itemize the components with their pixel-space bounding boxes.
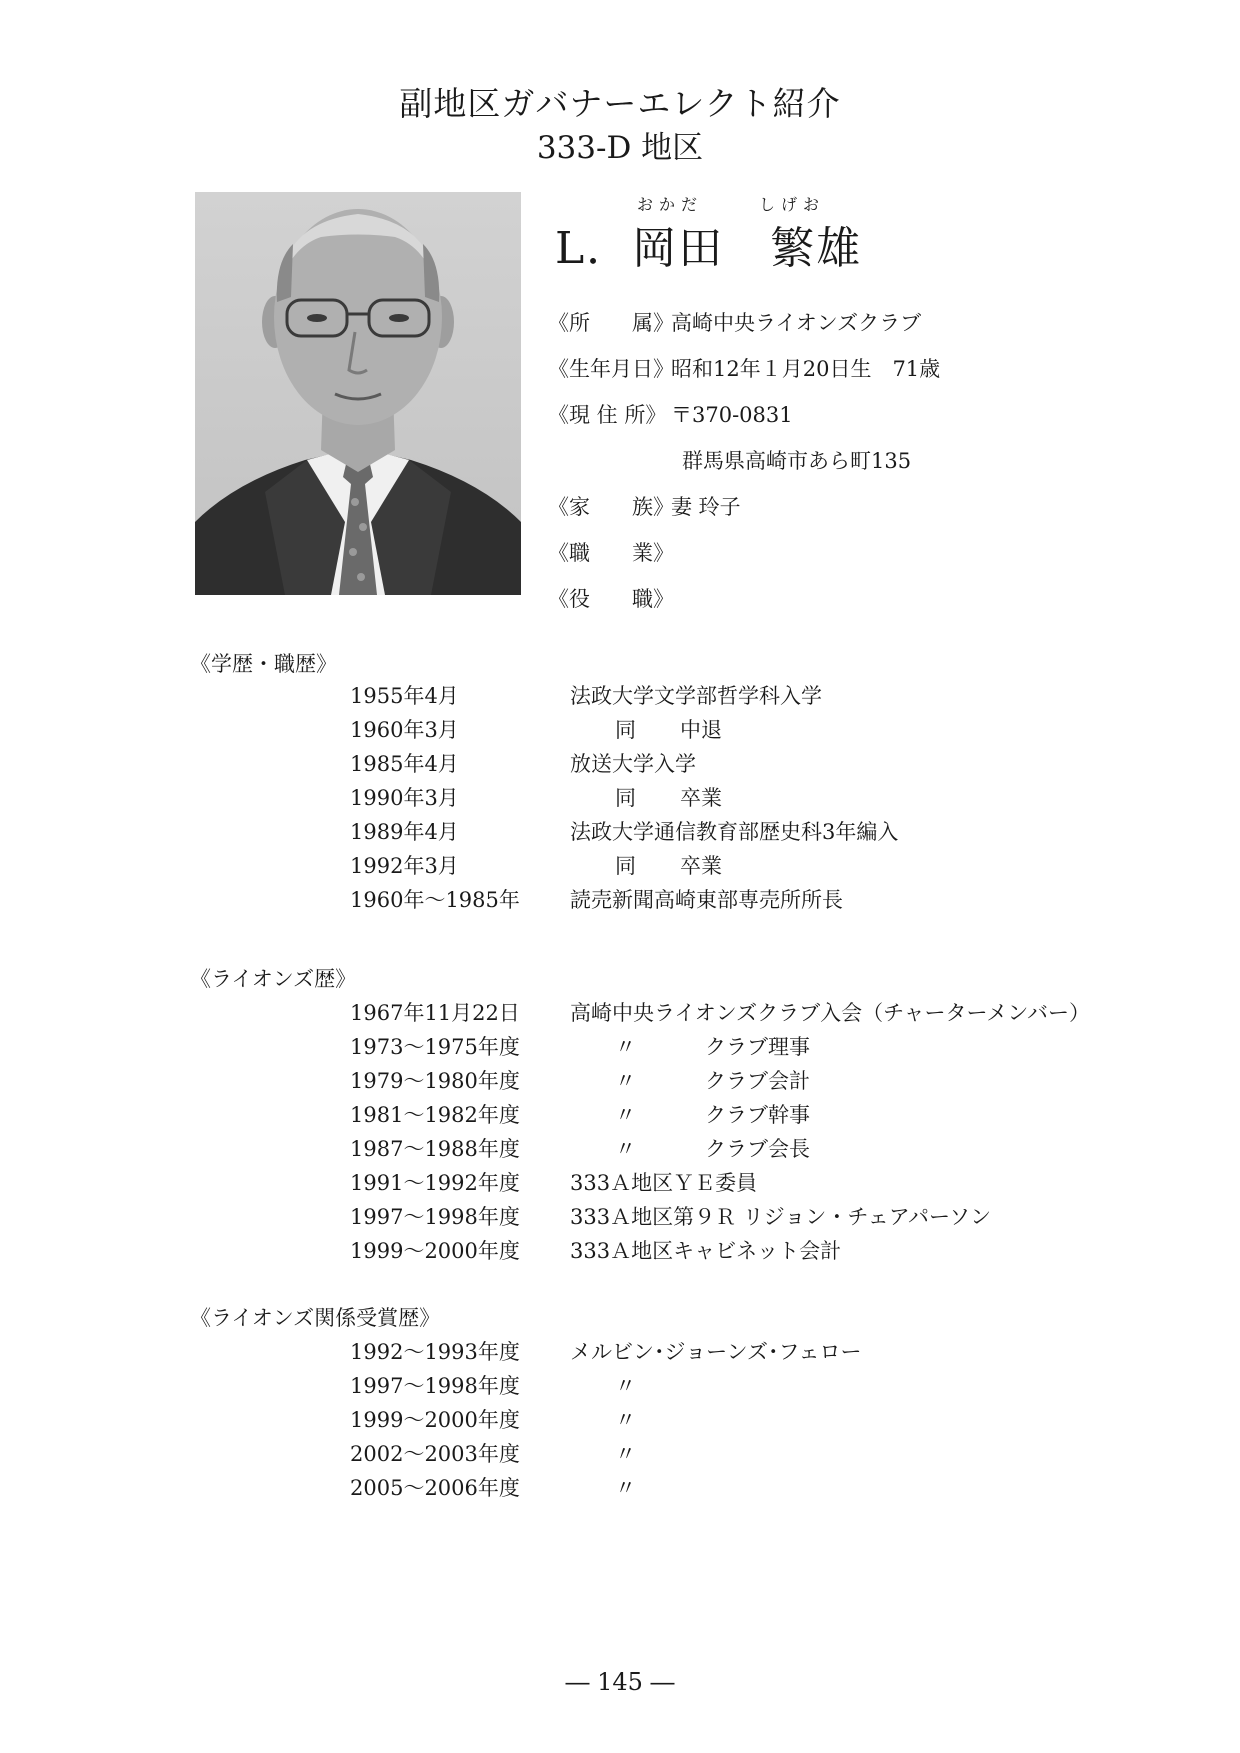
profile-row (548, 438, 940, 484)
item-text: 法政大学文学部哲学科入学 (570, 684, 822, 708)
item-date: 1989年4月 (350, 820, 459, 844)
profile-row (548, 576, 940, 622)
portrait-photo (195, 192, 521, 595)
list-item (350, 1200, 1090, 1234)
profile-row (548, 346, 940, 392)
ditto-mark: 〃 (615, 1103, 636, 1127)
list-item (350, 1234, 1090, 1268)
item-date: 1960年～1985年 (350, 888, 520, 912)
list-item (350, 713, 898, 747)
profile-row (548, 300, 940, 346)
profile-row (548, 484, 940, 530)
item-text: 中退 (680, 718, 722, 742)
ditto-mark: 〃 (615, 1374, 636, 1398)
profile-row (548, 392, 940, 438)
district-title: 333-D 地区 (536, 130, 704, 166)
item-text: クラブ幹事 (705, 1103, 810, 1127)
ditto-mark: 〃 (615, 1442, 636, 1466)
awards-list (350, 1335, 861, 1505)
ditto-mark: 〃 (615, 1035, 636, 1059)
profile-value: 高崎中央ライオンズクラブ (671, 311, 922, 335)
item-date: 1992年3月 (350, 854, 459, 878)
list-item (350, 1403, 861, 1437)
list-item (350, 1098, 1090, 1132)
list-item (350, 883, 898, 917)
profile-label: 《家 族》 (548, 495, 674, 519)
item-date: 1991～1992年度 (350, 1171, 520, 1195)
ruby-given-name: しげお (759, 195, 826, 214)
item-date: 1997～1998年度 (350, 1205, 520, 1229)
profile-value: 〒370-0831 (671, 403, 793, 427)
item-date: 1992～1993年度 (350, 1340, 520, 1364)
name-block (555, 192, 862, 276)
list-item (350, 1369, 861, 1403)
item-text: クラブ理事 (705, 1035, 810, 1059)
list-item (350, 1166, 1090, 1200)
awards-heading: 《ライオンズ関係受賞歴》 (190, 1306, 441, 1330)
education-heading: 《学歴・職歴》 (190, 652, 337, 676)
profile-row (548, 530, 940, 576)
item-text: 法政大学通信教育部歴史科3年編入 (570, 820, 899, 844)
item-date: 1999～2000年度 (350, 1408, 520, 1432)
list-item (350, 1471, 861, 1505)
list-item (350, 996, 1090, 1030)
item-text: 卒業 (680, 854, 722, 878)
item-date: 1955年4月 (350, 684, 459, 708)
ditto-mark: 同 (615, 854, 636, 878)
portrait-illustration (195, 192, 521, 595)
item-date: 1960年3月 (350, 718, 459, 742)
item-text: メルビン･ジョーンズ･フェロー (570, 1340, 862, 1364)
lions-list (350, 996, 1090, 1268)
profile-label: 《生年月日》 (548, 357, 674, 381)
list-item (350, 815, 898, 849)
item-text: 高崎中央ライオンズクラブ入会（チャーターメンバー） (570, 1001, 1090, 1025)
item-text: クラブ会長 (705, 1137, 810, 1161)
ditto-mark: 〃 (615, 1476, 636, 1500)
item-date: 1997～1998年度 (350, 1374, 520, 1398)
list-item (350, 849, 898, 883)
profile-section (548, 300, 940, 622)
item-text: 卒業 (680, 786, 722, 810)
item-date: 1973～1975年度 (350, 1035, 520, 1059)
item-date: 1990年3月 (350, 786, 459, 810)
page-title: 副地区ガバナーエレクト紹介 (399, 84, 841, 123)
item-text: 333Ａ地区キャビネット会計 (570, 1239, 842, 1263)
item-text: クラブ会計 (705, 1069, 810, 1093)
item-text: 読売新聞高崎東部専売所所長 (570, 888, 843, 912)
item-date: 1981～1982年度 (350, 1103, 520, 1127)
profile-label: 《現 住 所》 (548, 403, 667, 427)
list-item (350, 747, 898, 781)
profile-value: 昭和12年１月20日生 71歳 (671, 357, 941, 381)
list-item (350, 781, 898, 815)
item-date: 1987～1988年度 (350, 1137, 520, 1161)
list-item (350, 1437, 861, 1471)
ditto-mark: 同 (615, 718, 636, 742)
list-item (350, 1064, 1090, 1098)
list-item (350, 679, 898, 713)
person-name: L．岡田 繁雄 (555, 223, 863, 274)
item-date: 1985年4月 (350, 752, 459, 776)
education-list (350, 679, 898, 917)
profile-label: 《所 属》 (548, 311, 674, 335)
name-ruby (555, 192, 862, 216)
profile-label: 《職 業》 (548, 541, 674, 565)
ditto-mark: 同 (615, 786, 636, 810)
profile-value: 群馬県高崎市あら町135 (682, 449, 912, 473)
ditto-mark: 〃 (615, 1408, 636, 1432)
ditto-mark: 〃 (615, 1137, 636, 1161)
item-date: 1967年11月22日 (350, 1001, 520, 1025)
profile-label: 《役 職》 (548, 587, 674, 611)
item-date: 1999～2000年度 (350, 1239, 520, 1263)
item-text: 333Ａ地区第９Ｒ リジョン・チェアパーソン (570, 1205, 992, 1229)
lions-heading: 《ライオンズ歴》 (190, 967, 357, 991)
ditto-mark: 〃 (615, 1069, 636, 1093)
profile-value: 妻 玲子 (671, 495, 741, 519)
item-date: 2002～2003年度 (350, 1442, 520, 1466)
item-date: 2005～2006年度 (350, 1476, 520, 1500)
item-text: 放送大学入学 (570, 752, 696, 776)
list-item (350, 1132, 1090, 1166)
list-item (350, 1335, 861, 1369)
ruby-family-name: おかだ (637, 195, 704, 214)
item-date: 1979～1980年度 (350, 1069, 520, 1093)
item-text: 333Ａ地区ＹＥ委員 (570, 1171, 758, 1195)
page-number: ― 145 ― (565, 1668, 675, 1696)
list-item (350, 1030, 1090, 1064)
